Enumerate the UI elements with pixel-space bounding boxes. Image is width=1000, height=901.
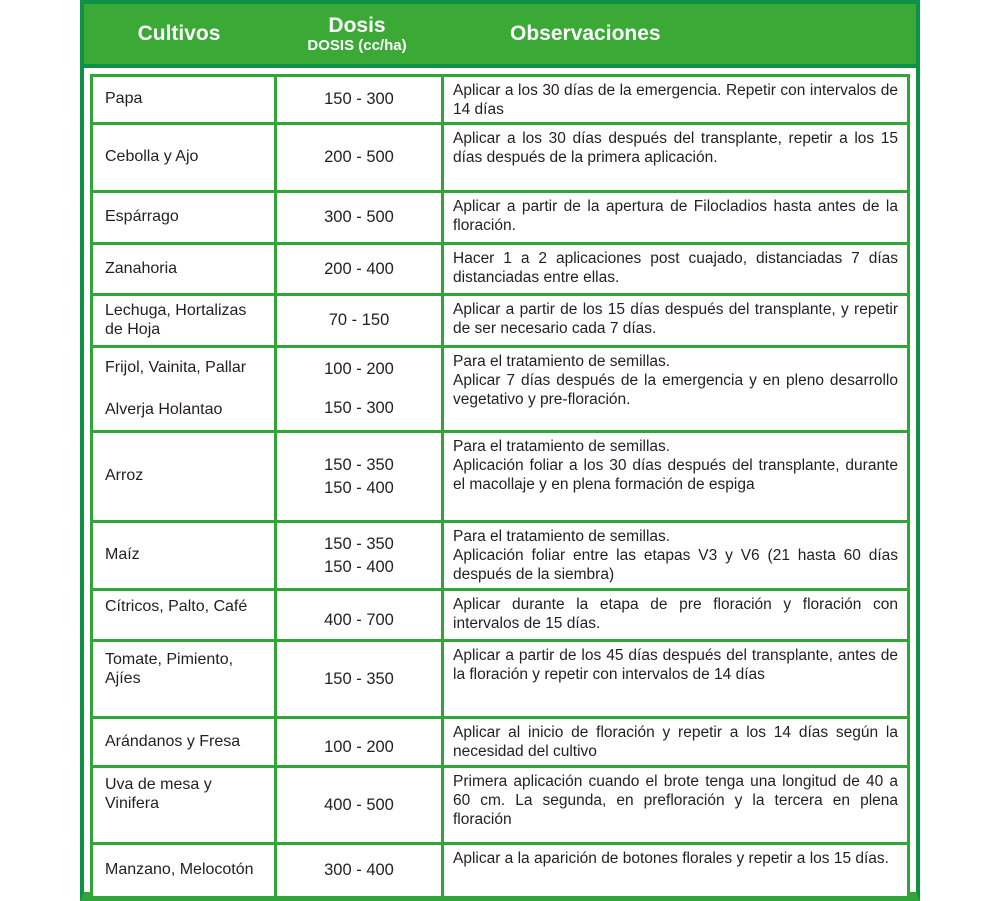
dose-cell (274, 74, 444, 125)
dose-range: 70 - 150 (328, 311, 390, 330)
crop-name: Tomate, Pimiento, Ajíes (105, 651, 234, 687)
dose-cell (274, 639, 444, 719)
crop-name: Alverja Holantao (105, 400, 223, 418)
dose-cell (274, 588, 444, 642)
observations-cell (441, 74, 910, 125)
observations-cell (441, 345, 910, 433)
observations-cell (441, 520, 910, 591)
dose-range: 150 - 300 (324, 90, 394, 109)
observations-cell (441, 842, 910, 899)
crop-cell (90, 842, 277, 899)
dose-cell (274, 520, 444, 591)
table-row (90, 842, 910, 899)
crop-cell (90, 430, 277, 523)
crop-name: Cítricos, Palto, Café (105, 598, 248, 615)
crop-name: Arroz (105, 467, 144, 485)
crop-name: Maíz (105, 546, 140, 564)
dose-cell (274, 430, 444, 523)
dosage-table (80, 0, 920, 901)
observation-text: Para el tratamiento de semillas. (453, 438, 671, 455)
dose-cell (274, 765, 444, 845)
crop-name: Cebolla y Ajo (105, 148, 199, 166)
crop-cell (90, 190, 277, 245)
crop-name: Frijol, Vainita, Pallar (105, 358, 247, 376)
dose-range: 150 - 300 (324, 399, 394, 418)
observation-text: Para el tratamiento de semillas. (453, 353, 671, 370)
observation-text: Aplicación foliar a los 30 días después del transplante, durante el macollaje y en plena formación de espiga (453, 456, 898, 493)
crop-cell (90, 588, 277, 642)
observation-text: Aplicar al inicio de floración y repetir a los 14 días según la necesidad del cultivo (453, 724, 898, 760)
observation-text: Para el tratamiento de semillas. (453, 528, 671, 545)
observation-text: Aplicar a partir de los 45 días después del transplante, antes de la floración y repetir con intervalos de 14 días (453, 647, 898, 683)
observations-cell (441, 242, 910, 296)
observation-text: Aplicar a partir de la apertura de Filocladios hasta antes de la floración. (453, 198, 898, 234)
observations-cell (441, 190, 910, 245)
observation-text: Aplicación foliar entre las etapas V3 y V6 (21 hasta 60 días después de la siembra) (453, 546, 898, 583)
crop-cell (90, 345, 277, 433)
crop-cell (90, 716, 277, 768)
dose-range: 150 - 350 (324, 669, 394, 688)
observation-text: Primera aplicación cuando el brote tenga una longitud de 40 a 60 cm. La segunda, en prefloración y la tercera en plena floración (453, 773, 898, 828)
dose-range: 200 - 500 (324, 148, 394, 167)
dose-cell (274, 122, 444, 193)
dose-cell (274, 190, 444, 245)
table-row (90, 430, 910, 523)
dose-range: 300 - 500 (324, 208, 394, 227)
dose-cell (274, 716, 444, 768)
observations-cell (441, 765, 910, 845)
dose-range: 150 - 350 (324, 456, 394, 475)
observation-text: Aplicar 7 días después de la emergencia y en pleno desarrollo vegetativo y pre-floración. (453, 371, 898, 408)
observation-text: Aplicar a los 30 días de la emergencia. Repetir con intervalos de 14 días (453, 82, 898, 118)
crop-cell (90, 74, 277, 125)
observations-cell (441, 639, 910, 719)
table-row (90, 716, 910, 768)
dose-range: 300 - 400 (324, 861, 394, 880)
dose-range: 150 - 350 (324, 535, 394, 554)
dose-range: 100 - 200 (324, 360, 394, 379)
table-body (84, 68, 916, 899)
observations-cell (441, 122, 910, 193)
crop-name: Zanahoria (105, 259, 178, 277)
crop-cell (90, 242, 277, 296)
header-dosis (274, 4, 440, 64)
crop-cell (90, 122, 277, 193)
crop-name: Papa (105, 90, 143, 108)
table-row (90, 639, 910, 719)
table-row (90, 242, 910, 296)
table-row (90, 293, 910, 348)
dose-cell (274, 345, 444, 433)
header-dosis-unit: DOSIS (cc/ha) (307, 36, 407, 54)
crop-cell (90, 639, 277, 719)
table-row (90, 765, 910, 845)
observations-cell (441, 293, 910, 348)
table-row (90, 345, 910, 433)
crop-cell (90, 293, 277, 348)
table-row (90, 588, 910, 642)
observation-text: Aplicar durante la etapa de pre floración y floración con intervalos de 15 días. (453, 596, 898, 632)
crop-name: Manzano, Melocotón (105, 861, 254, 879)
table-header-row (84, 4, 916, 68)
dose-cell (274, 293, 444, 348)
observations-cell (441, 588, 910, 642)
observation-text: Aplicar a los 30 días después del transplante, repetir a los 15 días después de la primera aplicación. (453, 130, 898, 166)
observations-cell (441, 430, 910, 523)
crop-cell (90, 765, 277, 845)
header-dosis-title: Dosis (328, 13, 386, 37)
dose-range: 400 - 700 (324, 610, 394, 629)
table-row (90, 122, 910, 193)
table-row (90, 74, 910, 125)
table-row (90, 520, 910, 591)
dose-range: 200 - 400 (324, 259, 394, 278)
header-cultivos: Cultivos (137, 21, 221, 45)
observation-text: Hacer 1 a 2 aplicaciones post cuajado, distanciadas 7 días distanciadas entre ellas. (453, 250, 898, 286)
observations-cell (441, 716, 910, 768)
dose-cell (274, 242, 444, 296)
crop-name: Espárrago (105, 208, 179, 226)
crop-name: Lechuga, Hortalizas de Hoja (105, 301, 247, 338)
observation-text: Aplicar a la aparición de botones florales y repetir a los 15 días. (453, 850, 889, 867)
header-observaciones: Observaciones (510, 21, 661, 45)
observation-text: Aplicar a partir de los 15 días después del transplante, y repetir de ser necesario cada 7 días. (453, 301, 898, 337)
crop-cell (90, 520, 277, 591)
crop-name: Arándanos y Fresa (105, 732, 241, 750)
dose-cell (274, 842, 444, 899)
crop-name: Uva de mesa y Vinifera (105, 776, 212, 812)
dose-range: 150 - 400 (324, 557, 394, 576)
table-row (90, 190, 910, 245)
dose-range: 400 - 500 (324, 795, 394, 814)
dose-range: 150 - 400 (324, 478, 394, 497)
dose-range: 100 - 200 (324, 737, 394, 756)
